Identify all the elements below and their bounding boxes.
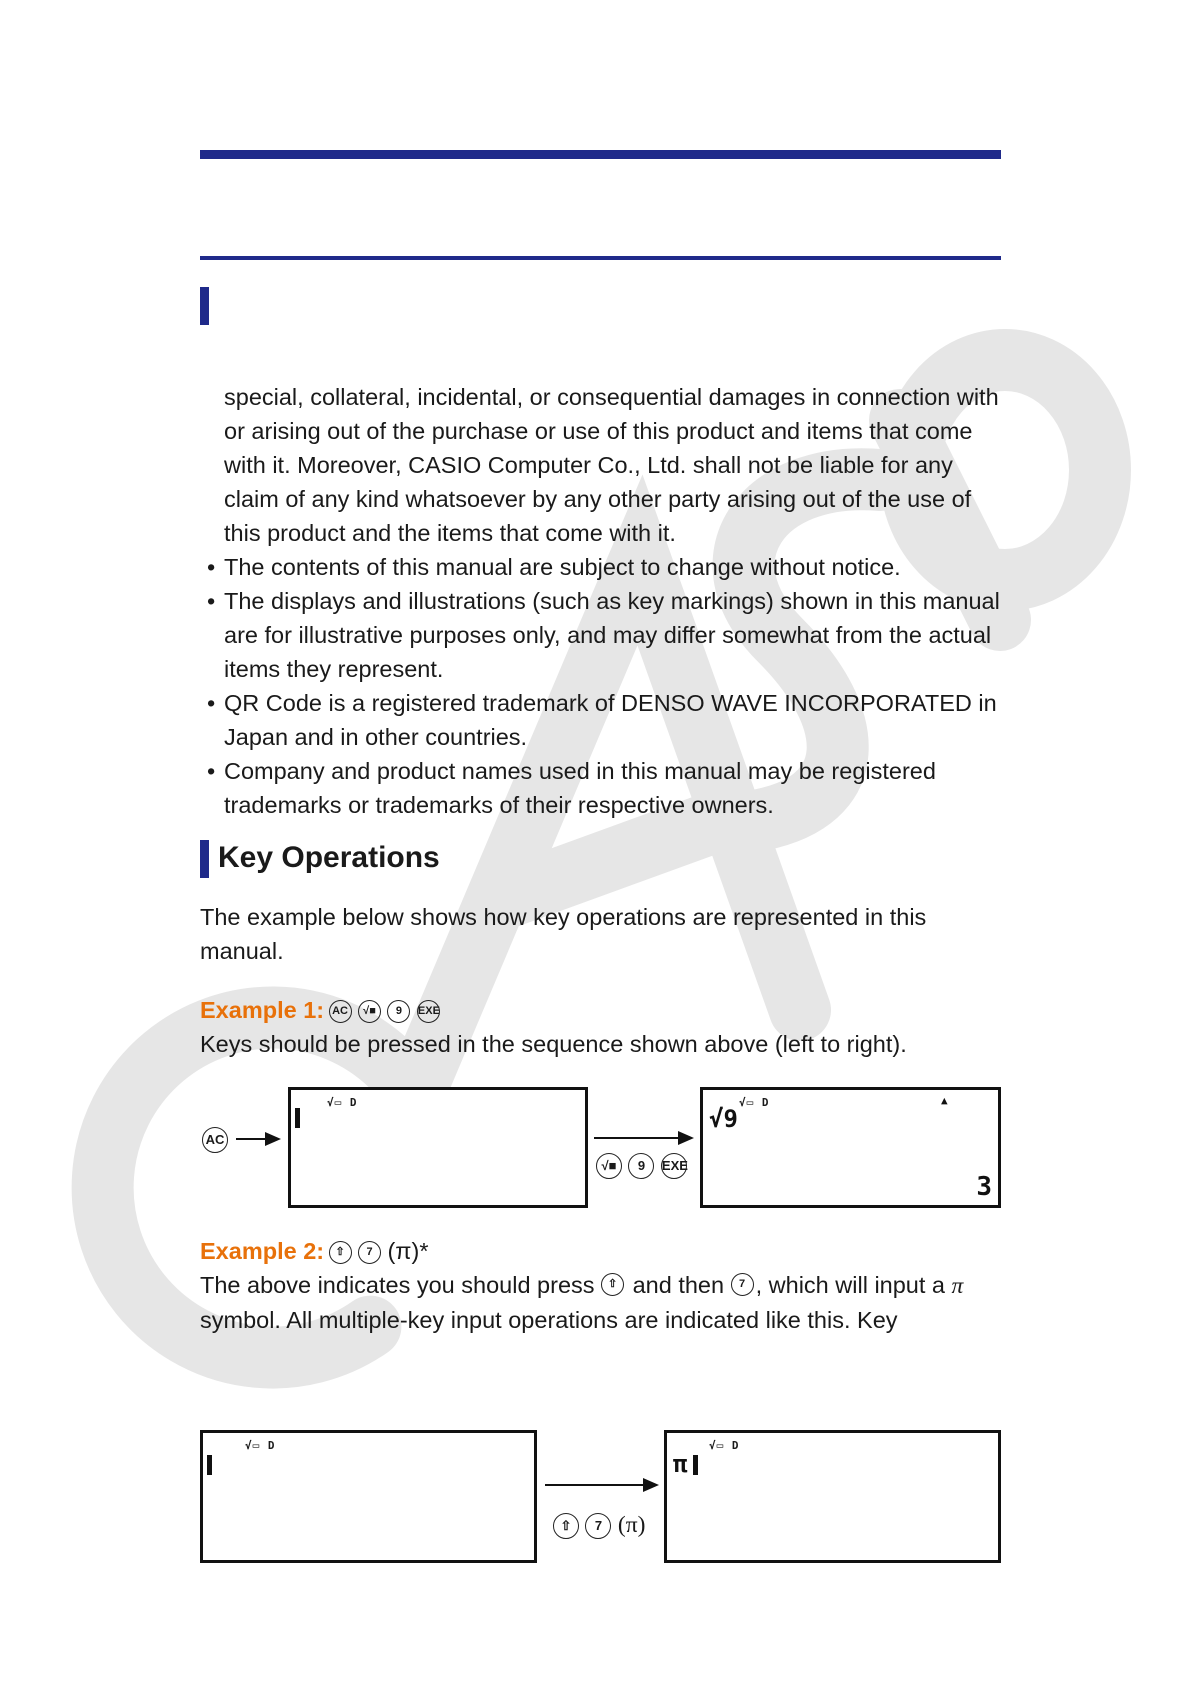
ac-key-icon: AC [329, 1000, 352, 1023]
disclaimer-bullet: • The displays and illustrations (such as key markings) shown in this manual are for illustrative purposes only, and may differ somewhat from the actual items they represent. [207, 588, 1000, 682]
arrow-line [594, 1137, 680, 1139]
disclaimer-bullet: • QR Code is a registered trademark of DENSO WAVE INCORPORATED in Japan and in other countries. [207, 690, 997, 750]
arrow-line [236, 1138, 266, 1140]
calculator-screen-after [700, 1087, 1001, 1208]
cursor [693, 1455, 698, 1475]
arrow-icon [265, 1132, 281, 1146]
shift-key-icon: ⇧ [329, 1241, 352, 1264]
disclaimer-bullet: • Company and product names used in this manual may be registered trademarks or trademarks of their respective owners. [207, 758, 936, 818]
seven-key-icon: 7 [358, 1241, 381, 1264]
sqrt-key-icon: √■ [596, 1153, 622, 1179]
intro-paragraph: The example below shows how key operations are represented in this manual. [200, 904, 927, 964]
header-rule-thin [200, 256, 1001, 260]
screen-status: √▭ D [709, 1439, 740, 1452]
seven-key-icon: 7 [585, 1513, 611, 1539]
example1-line [200, 993, 442, 1031]
sqrt-key-icon: √■ [358, 1000, 381, 1023]
result-value: 3 [976, 1172, 992, 1202]
screen-status: √▭ D [739, 1096, 770, 1109]
disclaimer-paragraph: special, collateral, incidental, or consequential damages in connection with or arising out of the purchase or use of this product and items that come with it. Moreover, CASIO Computer Co., Ltd. shall not be liable for any claim of any kind whatsoever by any other party arising out of the use of this product and the items that come with it. [224, 384, 999, 546]
screen-status: √▭ D [245, 1439, 276, 1452]
screen-status: √▭ D [327, 1096, 358, 1109]
example2-line [200, 1234, 428, 1272]
example1-description: Keys should be pressed in the sequence shown above (left to right). [200, 1031, 907, 1057]
ac-key-icon: AC [202, 1127, 228, 1153]
input-expression: √9 [709, 1105, 738, 1133]
arrow-icon [678, 1131, 694, 1145]
example2-label: Example 2: [200, 1238, 325, 1264]
header-rule-thick [200, 150, 1001, 159]
scroll-indicator-icon: ▲ [941, 1094, 948, 1107]
cursor [207, 1455, 212, 1475]
seven-key-icon: 7 [731, 1273, 754, 1296]
calculator-screen-before [200, 1430, 537, 1563]
calculator-screen-after [664, 1430, 1001, 1563]
pi-suffix: (π)* [387, 1238, 429, 1264]
transition-keys [596, 1155, 689, 1181]
transition-keys [553, 1508, 645, 1543]
section-heading: Key Operations [218, 841, 440, 874]
heading-marker [200, 840, 209, 878]
shift-key-icon: ⇧ [601, 1273, 624, 1296]
example2-description: The above indicates you should press ⇧ and then 7 , which will input a π symbol. All multiple-key input operations are indicated like this. Key [200, 1272, 964, 1333]
disclaimer-bullet: • The contents of this manual are subject to change without notice. [207, 554, 901, 580]
input-expression: π [673, 1450, 688, 1478]
pi-suffix: (π) [617, 1512, 646, 1538]
exe-key-icon: EXE [661, 1153, 687, 1179]
arrow-icon [643, 1478, 659, 1492]
nine-key-icon: 9 [387, 1000, 410, 1023]
section-marker [200, 287, 209, 325]
nine-key-icon: 9 [628, 1153, 654, 1179]
cursor [295, 1108, 300, 1128]
example1-label: Example 1: [200, 997, 325, 1023]
exe-key-icon: EXE [417, 1000, 440, 1023]
calculator-screen-before [288, 1087, 588, 1208]
shift-key-icon: ⇧ [553, 1513, 579, 1539]
arrow-line [545, 1484, 645, 1486]
